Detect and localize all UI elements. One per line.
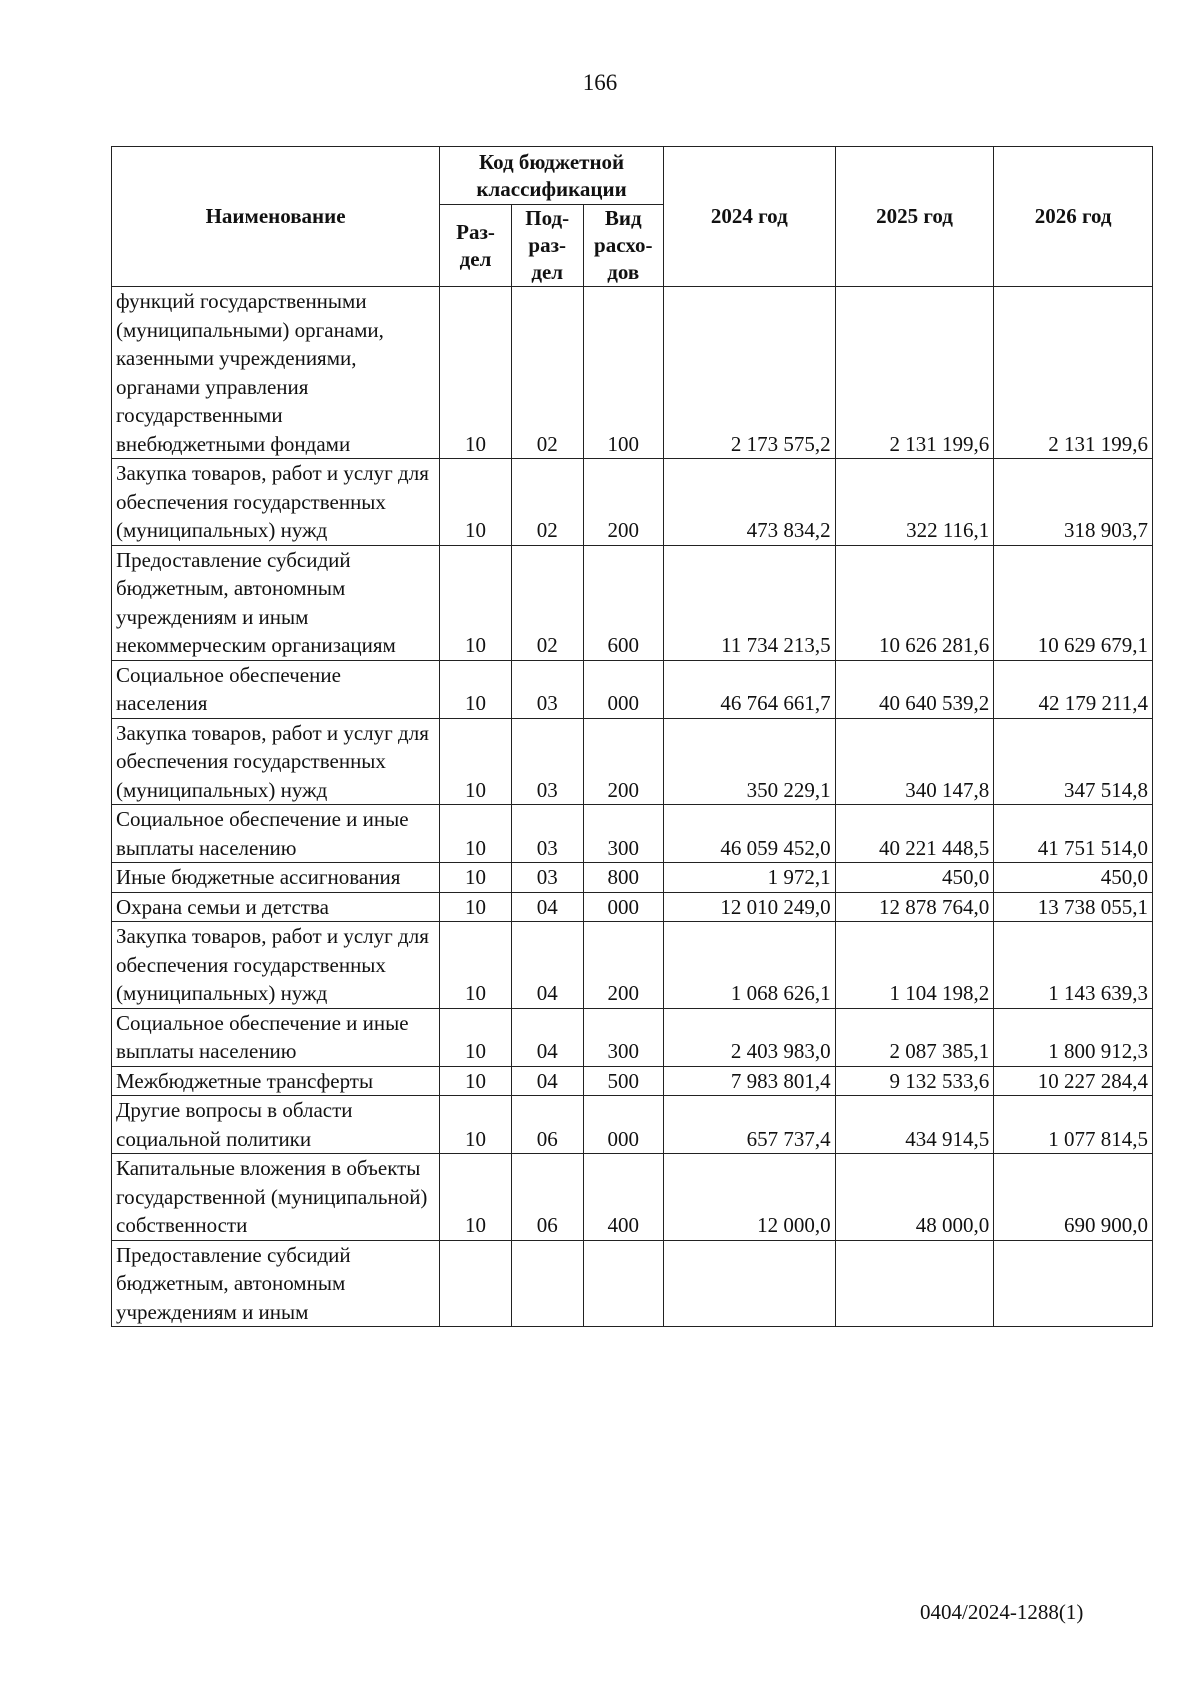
cell-name: Предоставление субсидий бюджетным, автономным учреждениям и иным [112, 1240, 440, 1327]
cell-razdel: 10 [440, 660, 512, 718]
table-row [112, 1154, 1153, 1241]
cell-podrazdel: 04 [511, 1008, 583, 1066]
cell-2024: 2 173 575,2 [663, 287, 835, 459]
cell-vid: 000 [583, 660, 663, 718]
cell-2026: 10 227 284,4 [994, 1066, 1153, 1096]
cell-2026: 347 514,8 [994, 718, 1153, 805]
cell-vid: 600 [583, 545, 663, 660]
cell-2026: 13 738 055,1 [994, 892, 1153, 922]
cell-name: Социальное обеспечение и иные выплаты населению [112, 1008, 440, 1066]
cell-2025: 48 000,0 [835, 1154, 994, 1241]
cell-2025: 40 640 539,2 [835, 660, 994, 718]
cell-2026 [994, 1240, 1153, 1327]
cell-2025: 1 104 198,2 [835, 922, 994, 1009]
table-row [112, 287, 1153, 459]
cell-2024: 46 059 452,0 [663, 805, 835, 863]
cell-2024: 2 403 983,0 [663, 1008, 835, 1066]
cell-name: функций государственными (муниципальными) органами, казенными учреждениями, органами управления государственными внебюджетными фондами [112, 287, 440, 459]
table-row [112, 1096, 1153, 1154]
cell-2025: 340 147,8 [835, 718, 994, 805]
cell-2026: 450,0 [994, 863, 1153, 893]
cell-name: Охрана семьи и детства [112, 892, 440, 922]
table-row [112, 660, 1153, 718]
cell-2025: 434 914,5 [835, 1096, 994, 1154]
header-2025: 2025 год [835, 147, 994, 287]
cell-2024: 12 000,0 [663, 1154, 835, 1241]
table-row [112, 545, 1153, 660]
cell-2026: 318 903,7 [994, 459, 1153, 546]
header-2024: 2024 год [663, 147, 835, 287]
cell-vid: 000 [583, 1096, 663, 1154]
cell-podrazdel: 02 [511, 459, 583, 546]
cell-vid: 500 [583, 1066, 663, 1096]
cell-name: Социальное обеспечение и иные выплаты населению [112, 805, 440, 863]
cell-2025: 40 221 448,5 [835, 805, 994, 863]
cell-name: Предоставление субсидий бюджетным, автономным учреждениям и иным некоммерческим организациям [112, 545, 440, 660]
cell-2026: 690 900,0 [994, 1154, 1153, 1241]
cell-vid [583, 1240, 663, 1327]
cell-2024: 7 983 801,4 [663, 1066, 835, 1096]
header-code-group: Код бюджетной классификации [440, 147, 664, 205]
cell-vid: 800 [583, 863, 663, 893]
cell-name: Иные бюджетные ассигнования [112, 863, 440, 893]
cell-podrazdel: 04 [511, 922, 583, 1009]
cell-vid: 200 [583, 459, 663, 546]
cell-razdel: 10 [440, 545, 512, 660]
cell-2024: 657 737,4 [663, 1096, 835, 1154]
cell-vid: 300 [583, 805, 663, 863]
cell-name: Межбюджетные трансферты [112, 1066, 440, 1096]
budget-table [111, 146, 1153, 1327]
cell-vid: 100 [583, 287, 663, 459]
cell-2026: 1 800 912,3 [994, 1008, 1153, 1066]
cell-2026: 2 131 199,6 [994, 287, 1153, 459]
cell-podrazdel: 03 [511, 660, 583, 718]
cell-razdel: 10 [440, 1154, 512, 1241]
cell-podrazdel: 03 [511, 718, 583, 805]
table-row [112, 718, 1153, 805]
cell-2024: 46 764 661,7 [663, 660, 835, 718]
cell-podrazdel: 03 [511, 863, 583, 893]
cell-2026: 1 077 814,5 [994, 1096, 1153, 1154]
header-podrazdel: Под- раз- дел [511, 205, 583, 287]
table-row [112, 892, 1153, 922]
cell-2026: 41 751 514,0 [994, 805, 1153, 863]
cell-razdel: 10 [440, 1066, 512, 1096]
header-vid: Вид расхо- дов [583, 205, 663, 287]
cell-2024: 11 734 213,5 [663, 545, 835, 660]
cell-2024: 350 229,1 [663, 718, 835, 805]
cell-razdel: 10 [440, 459, 512, 546]
header-2026: 2026 год [994, 147, 1153, 287]
cell-2025: 2 131 199,6 [835, 287, 994, 459]
cell-razdel: 10 [440, 892, 512, 922]
cell-2024: 1 972,1 [663, 863, 835, 893]
cell-podrazdel: 04 [511, 1066, 583, 1096]
table-row [112, 459, 1153, 546]
cell-vid: 200 [583, 718, 663, 805]
cell-razdel: 10 [440, 922, 512, 1009]
table-row [112, 1240, 1153, 1327]
cell-razdel: 10 [440, 287, 512, 459]
cell-vid: 200 [583, 922, 663, 1009]
cell-podrazdel: 02 [511, 545, 583, 660]
table-row [112, 805, 1153, 863]
cell-2025 [835, 1240, 994, 1327]
cell-2025: 322 116,1 [835, 459, 994, 546]
cell-podrazdel [511, 1240, 583, 1327]
cell-2025: 12 878 764,0 [835, 892, 994, 922]
cell-name: Закупка товаров, работ и услуг для обеспечения государственных (муниципальных) нужд [112, 718, 440, 805]
cell-razdel: 10 [440, 805, 512, 863]
page-number: 166 [582, 70, 618, 95]
cell-podrazdel: 06 [511, 1096, 583, 1154]
cell-2025: 450,0 [835, 863, 994, 893]
cell-razdel: 10 [440, 863, 512, 893]
cell-2024: 12 010 249,0 [663, 892, 835, 922]
cell-podrazdel: 03 [511, 805, 583, 863]
cell-2024: 473 834,2 [663, 459, 835, 546]
cell-2024 [663, 1240, 835, 1327]
cell-podrazdel: 02 [511, 287, 583, 459]
cell-razdel [440, 1240, 512, 1327]
cell-2026: 42 179 211,4 [994, 660, 1153, 718]
table-row [112, 1008, 1153, 1066]
cell-podrazdel: 04 [511, 892, 583, 922]
cell-2026: 10 629 679,1 [994, 545, 1153, 660]
cell-name: Капитальные вложения в объекты государственной (муниципальной) собственности [112, 1154, 440, 1241]
cell-vid: 400 [583, 1154, 663, 1241]
cell-razdel: 10 [440, 1008, 512, 1066]
table-body [112, 287, 1153, 1327]
cell-vid: 000 [583, 892, 663, 922]
table-row [112, 1066, 1153, 1096]
cell-razdel: 10 [440, 718, 512, 805]
cell-razdel: 10 [440, 1096, 512, 1154]
header-name: Наименование [112, 147, 440, 287]
table-row [112, 922, 1153, 1009]
cell-2026: 1 143 639,3 [994, 922, 1153, 1009]
cell-2024: 1 068 626,1 [663, 922, 835, 1009]
cell-2025: 10 626 281,6 [835, 545, 994, 660]
cell-vid: 300 [583, 1008, 663, 1066]
cell-name: Социальное обеспечение населения [112, 660, 440, 718]
header-razdel: Раз- дел [440, 205, 512, 287]
document-id: 0404/2024-1288(1) [920, 1600, 1084, 1624]
cell-name: Закупка товаров, работ и услуг для обеспечения государственных (муниципальных) нужд [112, 459, 440, 546]
cell-2025: 9 132 533,6 [835, 1066, 994, 1096]
cell-podrazdel: 06 [511, 1154, 583, 1241]
cell-name: Другие вопросы в области социальной политики [112, 1096, 440, 1154]
cell-2025: 2 087 385,1 [835, 1008, 994, 1066]
table-row [112, 863, 1153, 893]
cell-name: Закупка товаров, работ и услуг для обеспечения государственных (муниципальных) нужд [112, 922, 440, 1009]
